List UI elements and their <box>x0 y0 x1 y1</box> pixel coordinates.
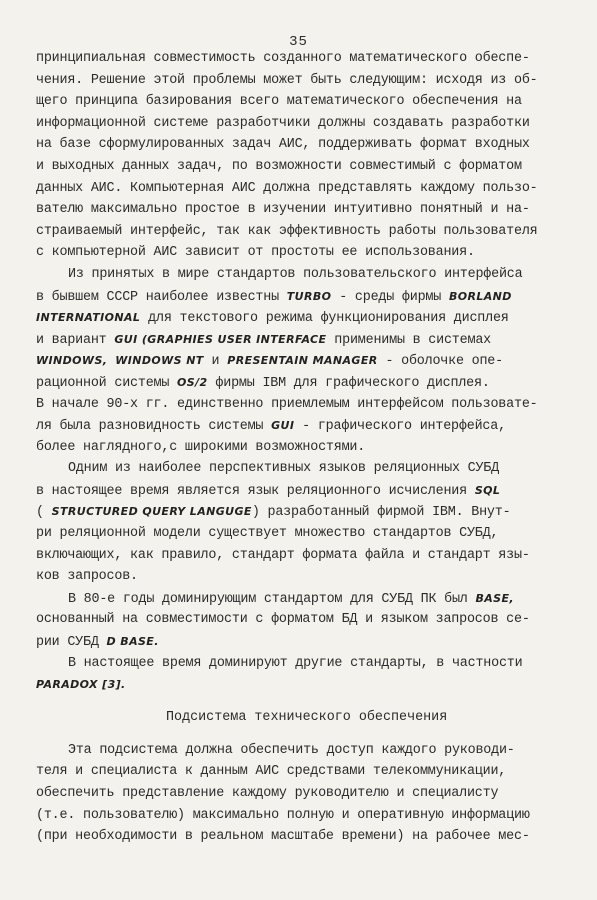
handwritten-term: BORLAND <box>448 289 512 303</box>
handwritten-term: GUI (GRAPHIES USER INTERFACE <box>114 332 327 346</box>
text-run: для текстового режима функционирования дисплея <box>140 311 509 327</box>
section-heading <box>36 706 560 730</box>
text-run: В 80-е годы доминирующим стандартом для СУБД ПК был <box>68 591 476 607</box>
text-line <box>36 372 560 394</box>
text-run: ( <box>36 505 52 521</box>
text-run: В начале 90-х гг. единственно приемлемым интерфейсом пользовате- <box>36 396 538 412</box>
text-run: теля и специалиста к данным АИС средствами телекоммуникации, <box>36 764 507 780</box>
text-run: основанный на совместимости с форматом БД и языком запросов се- <box>36 612 530 628</box>
text-run: щего принципа базирования всего математического обеспечения на <box>36 94 522 110</box>
text-run: (при необходимости в реальном масштабе времени) на рабочее мес- <box>36 829 530 845</box>
text-line <box>36 566 560 588</box>
handwritten-term: TURBO <box>286 289 332 303</box>
text-line <box>36 134 560 156</box>
text-run: рационной системы <box>36 375 178 391</box>
text-line <box>36 394 560 416</box>
text-run: Подсистема технического обеспечения <box>166 709 448 725</box>
text-line <box>36 307 560 329</box>
text-run: чения. Решение этой проблемы может быть следующим: исходя из об- <box>36 72 538 88</box>
text-run: и вариант <box>36 332 115 348</box>
text-run: - среды фирмы <box>331 289 449 305</box>
text-run: фирмы IBM для графического дисплея. <box>207 375 490 391</box>
text-line <box>36 631 560 653</box>
text-run: Одним из наиболее перспективных языков реляционных СУБД <box>68 461 499 477</box>
text-line <box>36 70 560 92</box>
text-line <box>36 415 560 437</box>
handwritten-term: BASE, <box>475 591 514 605</box>
text-run: с компьютерной АИС зависит от простоты ее использования. <box>36 245 475 261</box>
text-run: ) разработанный фирмой IBM. Внут- <box>251 505 511 521</box>
text-line <box>36 199 560 221</box>
text-run: ри реляционной модели существует множество стандартов СУБД, <box>36 526 499 542</box>
text-run: страиваемый интерфейс, так как эффективность работы пользователя <box>36 223 538 239</box>
text-line <box>36 545 560 567</box>
paragraph-gap <box>36 696 560 706</box>
handwritten-term: INTERNATIONAL <box>36 311 141 325</box>
text-run: применимы в системах <box>326 332 491 348</box>
handwritten-term: OS/2 <box>177 375 208 389</box>
text-line <box>36 761 560 783</box>
text-run: информационной системе разработчики должны создавать разработки <box>36 115 530 131</box>
text-line <box>36 653 560 675</box>
handwritten-term: PRESENTAIN MANAGER <box>227 354 378 368</box>
text-line <box>36 805 560 827</box>
text-line <box>36 286 560 308</box>
text-run: ля была разновидность системы <box>36 419 272 435</box>
text-run: данных АИС. Компьютерная АИС должна представлять каждому пользо- <box>36 180 538 196</box>
text-run: включающих, как правило, стандарт формата файла и стандарт язы- <box>36 547 530 563</box>
text-line <box>36 113 560 135</box>
text-run: и <box>203 354 228 370</box>
text-line <box>36 178 560 200</box>
paragraph-gap <box>36 730 560 740</box>
page-number: 35 <box>289 34 308 50</box>
text-run: на базе сформулированных задач АИС, поддерживать формат входных <box>36 137 530 153</box>
text-line <box>36 350 560 372</box>
text-run: рии СУБД <box>36 635 107 651</box>
text-line <box>36 329 560 351</box>
handwritten-term: SQL <box>474 483 501 497</box>
text-run: в настоящее время является язык реляционного исчисления <box>36 483 475 499</box>
text-line <box>36 588 560 610</box>
handwritten-term: D BASE. <box>106 635 159 649</box>
text-line <box>36 156 560 178</box>
text-line <box>36 523 560 545</box>
text-line <box>36 91 560 113</box>
text-line <box>36 740 560 762</box>
document-body <box>36 48 560 848</box>
text-run: ков запросов. <box>36 569 138 585</box>
handwritten-term: STRUCTURED QUERY LANGUGE <box>51 505 252 519</box>
handwritten-term: GUI <box>271 419 295 433</box>
text-run: Из принятых в мире стандартов пользовательского интерфейса <box>68 266 523 282</box>
text-line <box>36 221 560 243</box>
text-run: В настоящее время доминируют другие стандарты, в частности <box>68 655 523 671</box>
text-run: Эта подсистема должна обеспечить доступ каждого руководи- <box>68 742 515 758</box>
text-run: принципиальная совместимость созданного математического обеспе- <box>36 51 530 66</box>
text-line <box>36 501 560 523</box>
text-line <box>36 480 560 502</box>
text-run: - оболочке опе- <box>377 354 503 370</box>
text-run: обеспечить представление каждому руководителю и специалисту <box>36 786 499 801</box>
handwritten-term: PARADOX [3]. <box>36 678 126 692</box>
handwritten-term: WINDOWS NT <box>115 354 204 368</box>
text-run: (т.е. пользователю) максимально полную и оперативную информацию <box>36 807 530 823</box>
handwritten-term: WINDOWS, <box>36 354 108 368</box>
text-line <box>36 437 560 459</box>
text-run: - графического интерфейса, <box>294 419 506 435</box>
text-run: и выходных данных задач, по возможности совместимый с форматом <box>36 158 522 174</box>
text-run: более наглядного,с широкими возможностями. <box>36 439 366 455</box>
text-line <box>36 674 560 696</box>
text-line <box>36 826 560 848</box>
text-line <box>36 48 560 70</box>
text-line <box>36 783 560 805</box>
text-line <box>36 609 560 631</box>
text-line <box>36 458 560 480</box>
text-line <box>36 264 560 286</box>
text-line <box>36 242 560 264</box>
text-run: вателю максимально простое в изучении интуитивно понятный и на- <box>36 202 530 218</box>
text-run: в бывшем СССР наиболее известны <box>36 289 287 305</box>
